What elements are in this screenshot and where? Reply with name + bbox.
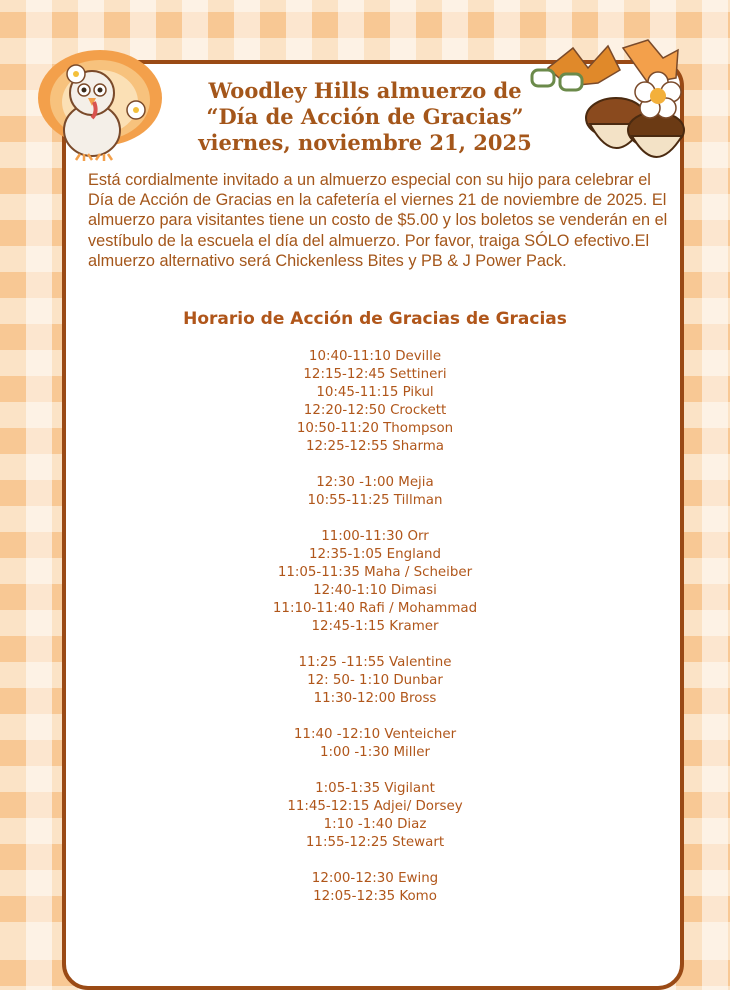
schedule-entry: 11:45-12:15 Adjei/ Dorsey [287, 799, 463, 814]
turkey-icon [28, 38, 168, 163]
schedule-entry: 10:55-11:25 Tillman [307, 493, 443, 508]
schedule-entry: 11:55-12:25 Stewart [305, 835, 445, 850]
schedule-entry: 10:50-11:20 Thompson [296, 421, 454, 436]
schedule-gap [200, 852, 550, 870]
title-line-1: Woodley Hills almuerzo de [208, 78, 522, 103]
schedule-entry: 11:00-11:30 Orr [321, 529, 429, 544]
schedule-gap [200, 636, 550, 654]
schedule-entry: 1:10 -1:40 Diaz [323, 817, 427, 832]
page-title [160, 78, 570, 156]
schedule-title: Horario de Acción de Gracias de Gracias [183, 309, 567, 329]
schedule-entry: 11:30-12:00 Bross [313, 691, 437, 706]
schedule-entry: 12:35-1:05 England [308, 547, 442, 562]
schedule-entry: 12:45-1:15 Kramer [311, 619, 439, 634]
schedule-gap [200, 762, 550, 780]
schedule-entry: 12:00-12:30 Ewing [311, 871, 439, 886]
schedule-gap [200, 456, 550, 474]
schedule-entry: 1:05-1:35 Vigilant [315, 781, 435, 796]
schedule-list [200, 348, 550, 906]
schedule-entry: 12:20-12:50 Crockett [303, 403, 447, 418]
schedule-entry: 12:40-1:10 Dimasi [313, 583, 437, 598]
schedule-entry: 12:05-12:35 Komo [313, 889, 437, 904]
schedule-entry: 12: 50- 1:10 Dunbar [307, 673, 443, 688]
schedule-entry: 10:40-11:10 Deville [308, 349, 442, 364]
intro-paragraph: Está cordialmente invitado a un almuerzo especial con su hijo para celebrar el Día de Acción de Gracias en la cafetería el viernes 21 de noviembre de 2025. El almuerzo para visitantes tiene un costo de $5.00 y los boletos se venderán en el vestíbulo de la escuela el día del almuerzo. Por favor, traiga SÓLO efectivo.El almuerzo alternativo será Chickenless Bites y PB & J Power Pack. [88, 171, 668, 270]
schedule-entry: 11:25 -11:55 Valentine [298, 655, 452, 670]
schedule-gap [200, 510, 550, 528]
schedule-entry: 12:25-12:55 Sharma [306, 439, 444, 454]
schedule-entry: 10:45-11:15 Pikul [316, 385, 434, 400]
schedule-entry: 11:40 -12:10 Venteicher [293, 727, 457, 742]
schedule-entry: 12:30 -1:00 Mejia [316, 475, 434, 490]
title-line-2: “Día de Acción de Gracias” [206, 104, 524, 129]
schedule-entry: 11:05-11:35 Maha / Scheiber [277, 565, 473, 580]
schedule-entry: 11:10-11:40 Rafi / Mohammad [272, 601, 478, 616]
title-line-3: viernes, noviembre 21, 2025 [198, 130, 532, 155]
schedule-entry: 12:15-12:45 Settineri [303, 367, 447, 382]
schedule-entry: 1:00 -1:30 Miller [320, 745, 430, 760]
schedule-gap [200, 708, 550, 726]
